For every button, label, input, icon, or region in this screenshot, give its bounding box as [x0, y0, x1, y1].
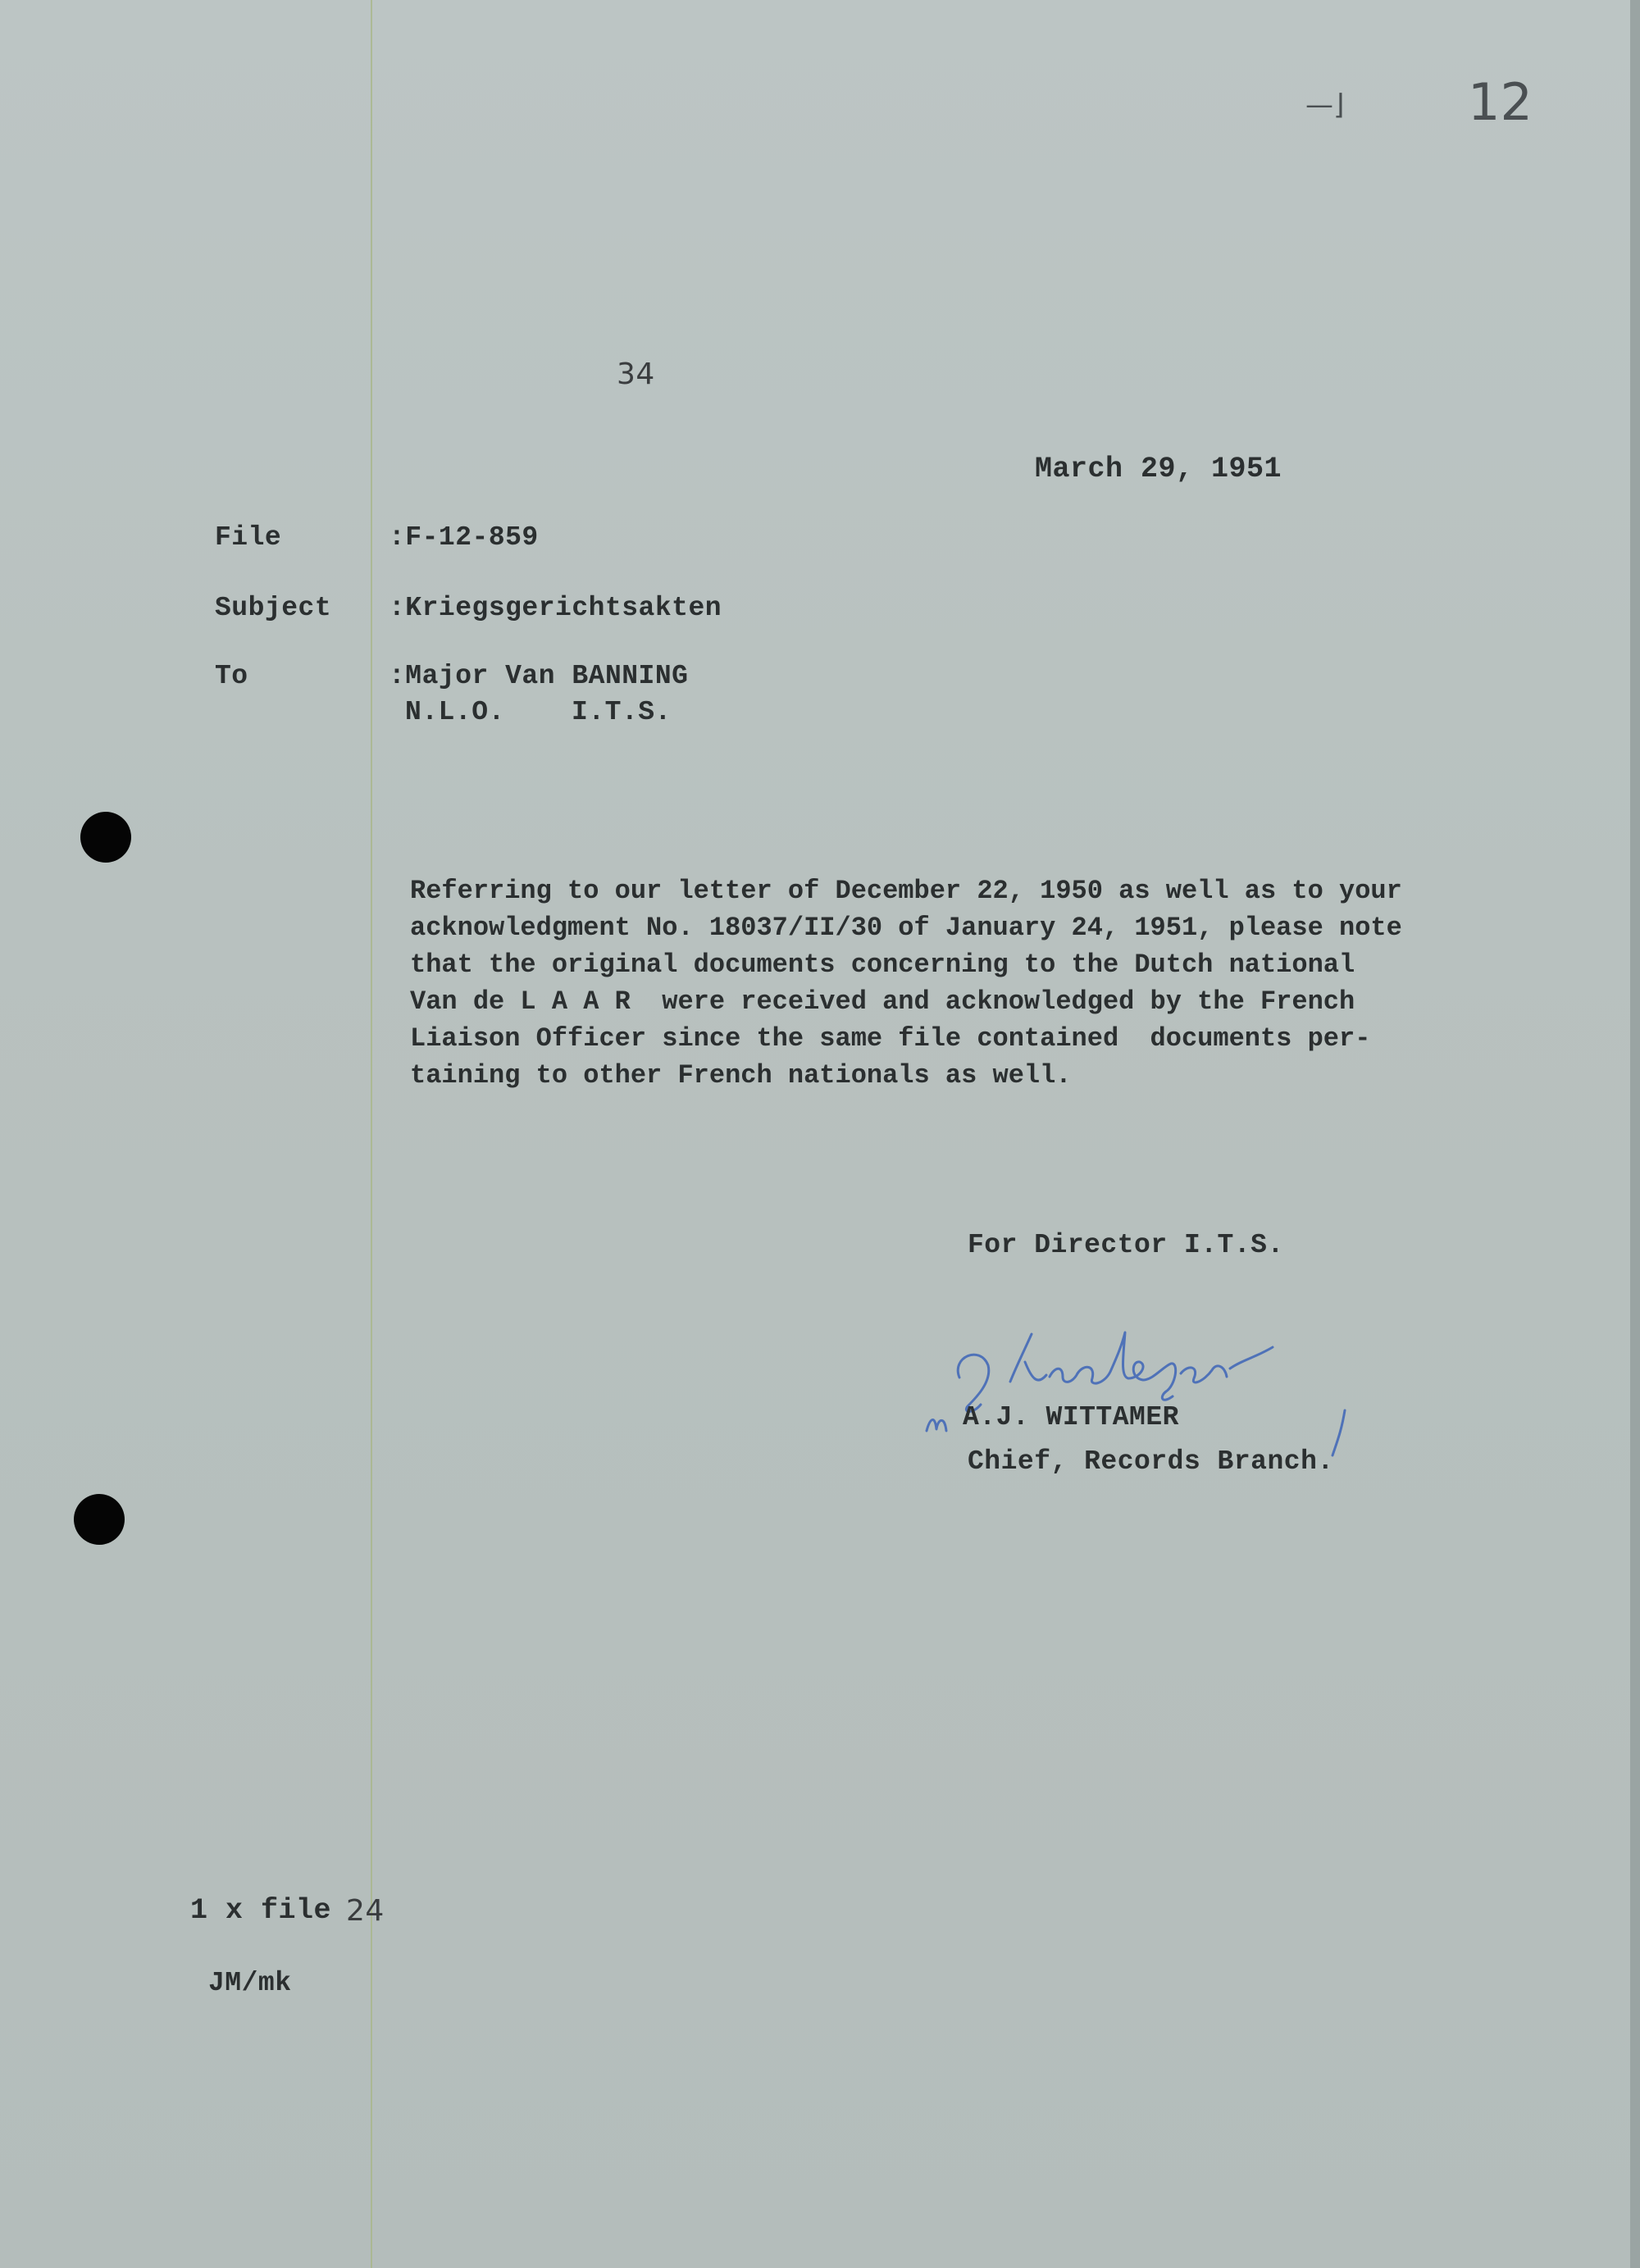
body-line: Referring to our letter of December 22, 1950 as well as to your [410, 876, 1402, 906]
letter-date: March 29, 1951 [1035, 453, 1282, 485]
enclosure-note: 1 x file [190, 1894, 332, 1927]
signatory-name: A.J. WITTAMER [963, 1402, 1179, 1432]
page-number: 12 [1468, 72, 1533, 132]
typist-initials: JM/mk [208, 1968, 292, 1998]
letter-body [410, 876, 1509, 1097]
body-line: Liaison Officer since the same file contained documents per- [410, 1023, 1371, 1054]
to-value-line-2: N.L.O. I.T.S. [405, 697, 672, 727]
to-value-line-1: :Major Van BANNING [389, 661, 689, 691]
for-director-line: For Director I.T.S. [968, 1230, 1284, 1260]
body-line: that the original documents concerning to the Dutch national [410, 950, 1355, 980]
body-line: taining to other French nationals as well. [410, 1060, 1072, 1091]
subject-label: Subject [215, 593, 332, 623]
punch-hole-top [80, 812, 131, 863]
file-label: File [215, 522, 282, 553]
subject-value: :Kriegsgerichtsakten [389, 593, 722, 623]
handwritten-signature [902, 1300, 1394, 1464]
body-line: Van de L A A R were received and acknowledged by the French [410, 986, 1355, 1017]
margin-rule [371, 0, 372, 2268]
enclosure-count: 24 [346, 1894, 385, 1928]
corner-mark: —⌋ [1305, 89, 1345, 121]
paper-edge [1630, 0, 1640, 2268]
punch-hole-bottom [74, 1494, 125, 1545]
body-line: acknowledgment No. 18037/II/30 of January 24, 1951, please note [410, 913, 1402, 943]
signatory-title: Chief, Records Branch. [968, 1446, 1334, 1477]
file-value: :F-12-859 [389, 522, 539, 553]
to-label: To [215, 661, 248, 691]
page-note: 34 [617, 358, 655, 391]
